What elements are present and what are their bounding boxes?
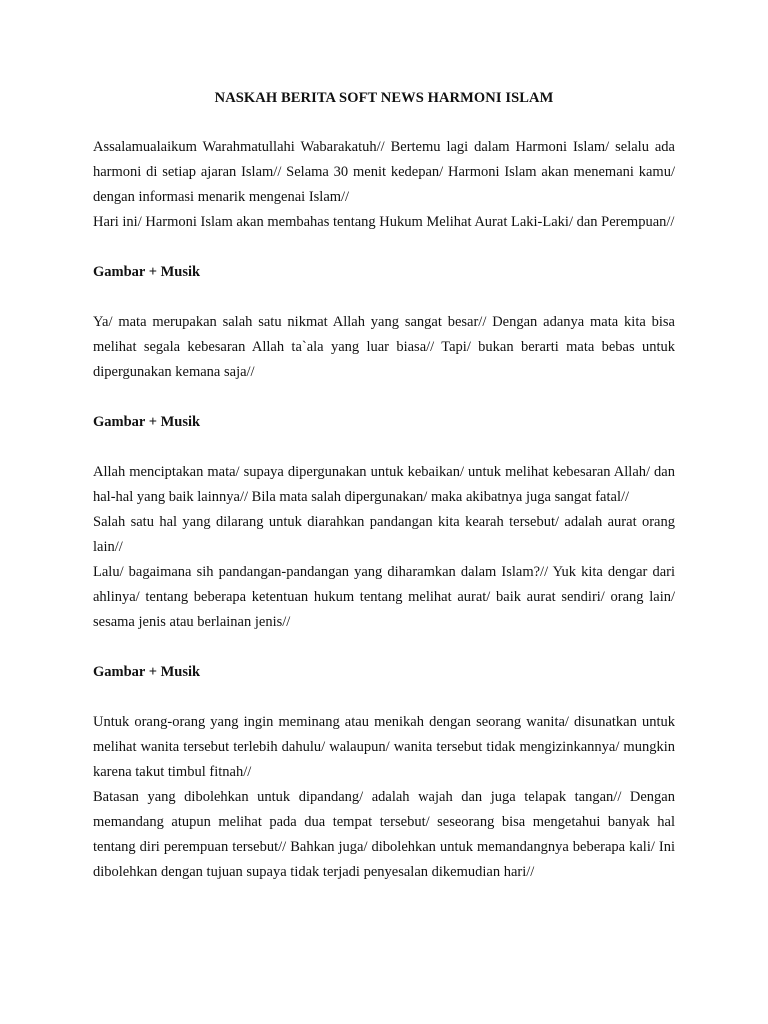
spacer xyxy=(93,285,675,310)
section-2-paragraph-3: Lalu/ bagaimana sih pandangan-pandangan yang diharamkan dalam Islam?// Yuk kita dengar dari ahlinya/ tentang beberapa ketentuan hukum tentang melihat aurat/ baik aurat sendiri/ orang lain/ sesama jenis atau berlainan jenis// xyxy=(93,564,675,630)
section-2-paragraph-1: Allah menciptakan mata/ supaya dipergunakan untuk kebaikan/ untuk melihat kebesaran Allah/ dan hal-hal yang baik lainnya// Bila mata salah dipergunakan/ maka akibatnya juga sangat fatal// xyxy=(93,464,675,505)
spacer xyxy=(93,385,675,410)
spacer xyxy=(93,635,675,660)
spacer xyxy=(93,685,675,710)
document-title: NASKAH BERITA SOFT NEWS HARMONI ISLAM xyxy=(214,90,554,106)
spacer xyxy=(93,435,675,460)
section-heading-1: Gambar + Musik xyxy=(93,264,201,280)
section-heading-3: Gambar + Musik xyxy=(93,664,201,680)
spacer xyxy=(93,110,675,135)
section-heading-2: Gambar + Musik xyxy=(93,414,201,430)
document-page xyxy=(93,86,675,885)
intro-paragraph-2: Hari ini/ Harmoni Islam akan membahas tentang Hukum Melihat Aurat Laki-Laki/ dan Perempuan// xyxy=(93,214,675,230)
intro-paragraph-1: Assalamualaikum Warahmatullahi Wabarakatuh// Bertemu lagi dalam Harmoni Islam/ selalu ada harmoni di setiap ajaran Islam// Selama 30 menit kedepan/ Harmoni Islam akan menemani kamu/ dengan informasi menarik mengenai Islam// xyxy=(93,139,675,205)
section-1-paragraph-1: Ya/ mata merupakan salah satu nikmat Allah yang sangat besar// Dengan adanya mata kita bisa melihat segala kebesaran Allah ta`ala yang luar biasa// Tapi/ bukan berarti mata bebas untuk dipergunakan kemana saja// xyxy=(93,314,675,380)
section-2-paragraph-2: Salah satu hal yang dilarang untuk diarahkan pandangan kita kearah tersebut/ adalah aurat orang lain// xyxy=(93,514,675,555)
section-3-paragraph-1: Untuk orang-orang yang ingin meminang atau menikah dengan seorang wanita/ disunatkan untuk melihat wanita tersebut terlebih dahulu/ walaupun/ wanita tersebut tidak mengizinkannya/ mungkin karena takut timbul fitnah// xyxy=(93,714,675,780)
section-3-paragraph-2: Batasan yang dibolehkan untuk dipandang/ adalah wajah dan juga telapak tangan// Dengan memandang atupun melihat pada dua tempat tersebut/ seseorang bisa mengetahui banyak hal tentang diri perempuan tersebut// Bahkan juga/ dibolehkan untuk memandangnya beberapa kali/ Ini dibolehkan dengan tujuan supaya tidak terjadi penyesalan dikemudian hari// xyxy=(93,789,675,880)
spacer xyxy=(93,235,675,260)
